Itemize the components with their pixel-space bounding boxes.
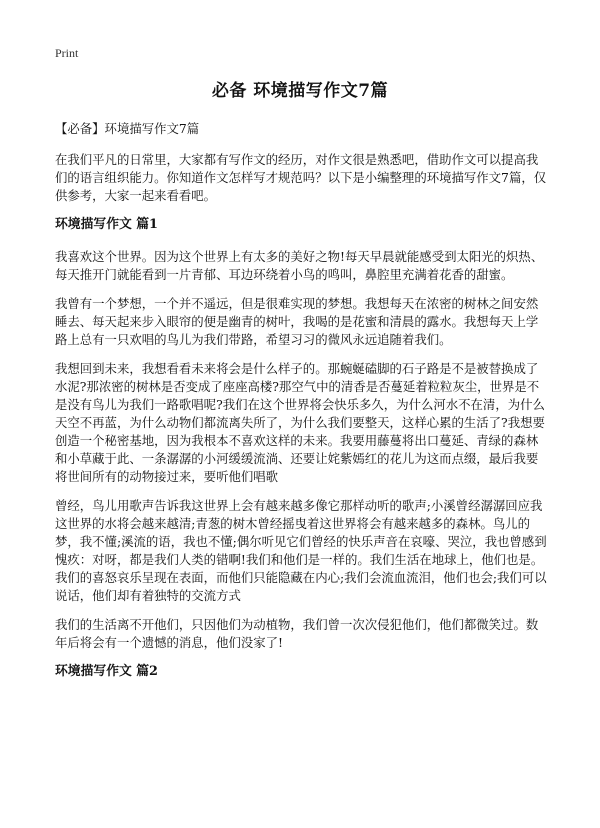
section1-paragraph: 曾经，鸟儿用歌声告诉我这世界上会有越来越多像它那样动听的歌声;小溪曾经潺潺回应我这世界的水将会越来越清;青葱的树木曾经摇曳着这世界将会有越来越多的森林。鸟儿的梦，我不懂;溪流的语，我也不懂;偶尔听见它们曾经的快乐声音在哀嚎、哭泣，我也曾感到愧疚：对呀，都是我们人类的错啊!我们和他们是一样的。我们生活在地球上，他们也是。我们的喜怒哀乐呈现在表面，而他们只能隐藏在内心;我们会流血流泪，他们也会;我们可以说话，他们却有着独特的交流方式 (55, 498, 547, 603)
document-title: 必备 环境描写作文7篇 (211, 81, 389, 101)
section1-paragraph: 我喜欢这个世界。因为这个世界上有太多的美好之物!每天早晨就能感受到太阳光的炽热、每天推开门就能看到一片青郁、耳边环绕着小鸟的鸣叫，鼻腔里充满着花香的甜蜜。 (55, 249, 544, 282)
section1-paragraph: 我想回到未来，我想看看未来将会是什么样子的。那蜿蜒磕脚的石子路是不是被替换成了水泥?那浓密的树林是否变成了座座高楼?那空气中的清香是否蔓延着粒粒灰尘，世界是不是没有鸟儿为我们一路歌唱呢?我们在这个世界将会快乐多久，为什么河水不在清，为什么天空不再蓝，为什么动物们都流离失所了，为什么我们要整天，这样心累的生活了?我想要创造一个秘密基地，因为我根本不喜欢这样的未来。我要用藤蔓将出口蔓延、青绿的森林和小草藏于此、一条潺潺的小河缓缓流淌、还要让姹紫嫣红的花儿为这而点缀，最后我要将世间所有的动物接过来，要听他们唱歌 (55, 361, 545, 484)
section1-paragraph: 我曾有一个梦想，一个并不遥远，但是很难实现的梦想。我想每天在浓密的树林之间安然睡去、每天起来步入眼帘的便是幽青的树叶，我喝的是花蜜和清晨的露水。我想每天上学路上总有一只欢唱的鸟儿为我们带路，希望习习的微风永远追随着我们。 (55, 296, 539, 347)
section-heading-2: 环境描写作文 篇2 (55, 664, 158, 679)
document-body (55, 120, 550, 695)
section1-paragraph: 我们的生活离不开他们，只因他们为动植物，我们曾一次次侵犯他们，他们都微笑过。数年后将会有一个遗憾的消息，他们没家了! (55, 617, 539, 650)
section-heading-1: 环境描写作文 篇1 (55, 217, 158, 232)
print-label[interactable]: Print (55, 46, 79, 60)
intro-paragraph: 在我们平凡的日常里，大家都有写作文的经历，对作文很是熟悉吧，借助作文可以提高我们的语言组织能力。你知道作文怎样写才规范吗？以下是小编整理的环境描写作文7篇，仅供参考，大家一起来看看吧。 (55, 152, 547, 203)
document-subtitle: 【必备】环境描写作文7篇 (55, 121, 200, 136)
